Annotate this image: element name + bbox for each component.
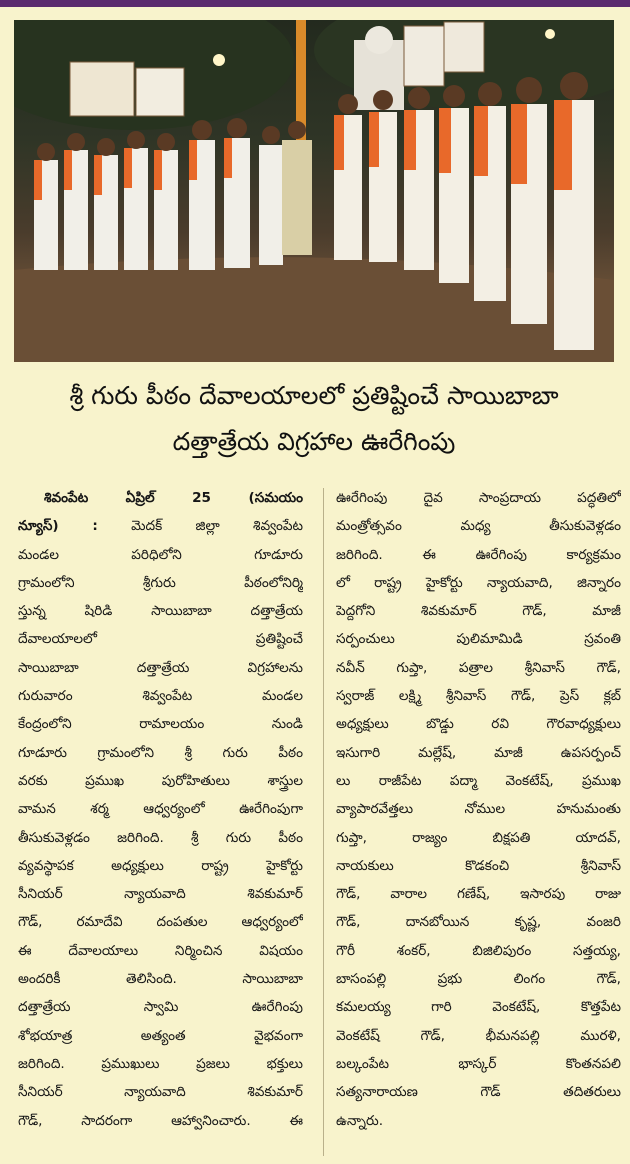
- article-line: మంత్రోత్సవం మధ్య తీసుకువెళ్లడం: [336, 518, 621, 535]
- article-line: గౌడ్, దానబోయిన కృష్ణ, వంజరి: [336, 914, 621, 931]
- article-line: కమలయ్య గారి వెంకటేష్, కొత్తపేట: [336, 999, 621, 1016]
- column-divider: [323, 488, 324, 1156]
- article-line: గౌరీ శంకర్, బిజిలిపురం సత్తయ్య,: [336, 942, 621, 959]
- article-line: వెంకటేష్ గౌడ్, భీమనపల్లి మురళి,: [336, 1027, 621, 1044]
- headline-line-1: శ్రీ గురు పీఠం దేవాలయాలలో ప్రతిష్టించే సాయిబాబా: [69, 381, 559, 410]
- article-line: పెద్దగోని శివకుమార్ గౌడ్, మాజీ: [336, 603, 621, 620]
- article-line: గూడూరు గ్రామంలోని శ్రీ గురు పీఠం: [18, 744, 303, 761]
- article-line: ఇసుగారి మల్లేష్, మాజీ ఉపసర్పంచ్: [336, 744, 621, 761]
- article-line: మండల పరిధిలోని గూడూరు: [18, 546, 303, 563]
- article-line: సత్యనారాయణ గౌడ్ తదితరులు: [336, 1084, 621, 1101]
- article-line: గౌడ్, రమాదేవి దంపతుల ఆధ్వర్యంలో: [18, 914, 303, 931]
- article-line: స్తున్న షిరిడి సాయిబాబా దత్తాత్రేయ: [18, 603, 303, 620]
- article-line: వ్యవస్థాపక అధ్యక్షులు రాష్ట్ర హైకోర్టు: [18, 857, 303, 874]
- article-line: నాయకులు కొడకంచి శ్రీనివాస్: [336, 857, 621, 874]
- article-line: సీనియర్ న్యాయవాది శివకుమార్: [18, 886, 303, 903]
- article-line: గౌడ్, సాదరంగా ఆహ్వానించారు. ఈ: [18, 1112, 303, 1129]
- article-line: లు రాజీపేట పద్మా వెంకటేష్, ప్రముఖ: [336, 772, 621, 789]
- article-column-left: [18, 484, 303, 1135]
- article-column-right: [336, 484, 621, 1135]
- top-color-bar: [0, 0, 630, 7]
- article-line: సర్పంచులు పులిమామిడి స్రవంతి: [336, 631, 621, 648]
- article-line: లో రాష్ట్ర హైకోర్టు న్యాయవాది, జిన్నారం: [336, 574, 621, 591]
- article-line: జరిగింది. ఈ ఊరేగింపు కార్యక్రమం: [336, 546, 621, 563]
- article-line: దత్తాత్రేయ స్వామి ఊరేగింపు: [18, 999, 303, 1016]
- article-line: బాసంపల్లి ప్రభు లింగం గౌడ్,: [336, 971, 621, 988]
- article-line: వామన శర్మ ఆధ్వర్యంలో ఊరేగింపుగా: [18, 801, 303, 818]
- news-photo: [14, 20, 614, 362]
- article-line: నవీన్ గుప్తా, పత్రాల శ్రీనివాస్ గౌడ్,: [336, 659, 621, 676]
- article-line: సీనియర్ న్యాయవాది శివకుమార్: [18, 1084, 303, 1101]
- article-line: తీసుకువెళ్లడం జరిగింది. శ్రీ గురు పీఠం: [18, 829, 303, 846]
- article-line: గుప్తా, రాజ్యం బిక్షపతి యాదవ్,: [336, 829, 621, 846]
- article-line: గౌడ్, వారాల గణేష్, ఇసారపు రాజు: [336, 886, 621, 903]
- headline-line-2: దత్తాత్రేయ విగ్రహాల ఊరేగింపు: [172, 427, 456, 456]
- article-line: ఊరేగింపు దైవ సాంప్రదాయ పద్ధతిలో: [336, 490, 621, 506]
- article-line: సాయిబాబా దత్తాత్రేయ విగ్రహాలను: [18, 659, 303, 676]
- article-line: శోభయాత్ర అత్యంత వైభవంగా: [18, 1027, 303, 1044]
- article-line: వ్యాపారవేత్తలు నోముల హనుమంతు: [336, 801, 621, 818]
- article-line: ఉన్నారు.: [336, 1112, 384, 1129]
- article-line: వరకు ప్రముఖ పురోహితులు శాస్త్రుల: [18, 772, 303, 789]
- procession-illustration: [14, 20, 614, 362]
- article-line: గ్రామంలోని శ్రీగురు పీఠంలోనిర్మి: [18, 574, 303, 591]
- dateline: శివంపేట ఏప్రిల్ 25 (సమయం: [44, 490, 303, 506]
- article-line: దేవాలయాలలో ప్రతిష్టించే: [18, 631, 303, 648]
- article-line: అధ్యక్షులు బొడ్డు రవి గౌరవాధ్యక్షులు: [336, 716, 621, 733]
- article-line: అందరికీ తెలిసింది. సాయిబాబా: [18, 971, 303, 988]
- article-line: ఈ దేవాలయాలు నిర్మించిన విషయం: [18, 942, 303, 959]
- article-line: న్యూస్) : మెదక్ జిల్లా శివ్వంపేట: [18, 518, 303, 535]
- article-line: జరిగింది. ప్రముఖులు ప్రజలు భక్తులు: [18, 1055, 303, 1072]
- article-line: స్వరాజ్ లక్ష్మి శ్రీనివాస్ గౌడ్, ప్రెస్ క్లబ్: [336, 688, 621, 705]
- article-line: కేంద్రంలోని రామాలయం నుండి: [18, 716, 303, 733]
- article-line: బల్కంపేట భాస్కర్ కొంతనపలి: [336, 1055, 621, 1072]
- article-line: గురువారం శివ్వంపేట మండల: [18, 688, 303, 705]
